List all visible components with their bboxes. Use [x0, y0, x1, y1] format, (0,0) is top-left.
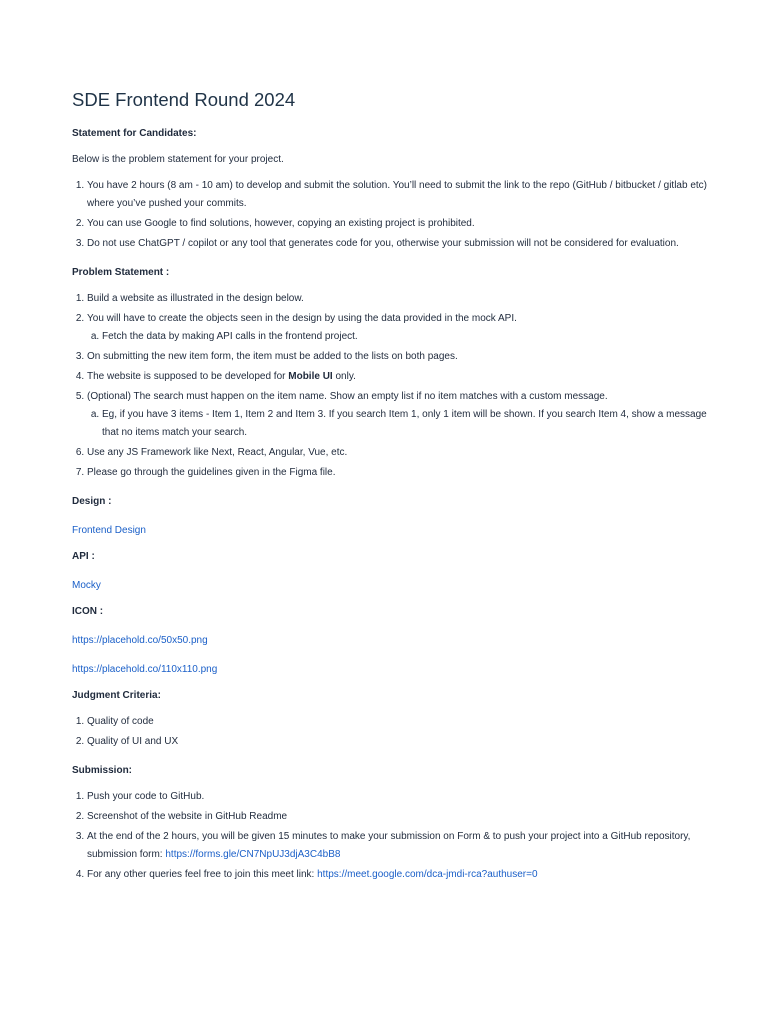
- list-item: 2. You can use Google to find solutions, however, copying an existing project is prohibited.: [87, 215, 712, 233]
- page-title: SDE Frontend Round 2024: [72, 89, 296, 110]
- list-item-text: The website is supposed to be developed for: [87, 371, 289, 382]
- submission-heading: Submission:: [72, 765, 133, 776]
- list-item: 2. Screenshot of the website in GitHub Readme: [87, 808, 712, 826]
- icon-110-link[interactable]: https://placehold.co/110x110.png: [72, 664, 218, 675]
- list-item-text: (Optional) The search must happen on the item name. Show an empty list if no item matches with a custom message.: [87, 391, 608, 402]
- problem-heading: Problem Statement :: [72, 267, 170, 278]
- icon-heading: ICON :: [72, 606, 104, 617]
- mocky-link[interactable]: Mocky: [72, 580, 101, 591]
- list-item: 1. Push your code to GitHub.: [87, 788, 712, 806]
- problem-list: [72, 290, 712, 482]
- list-item: 6. Use any JS Framework like Next, React, Angular, Vue, etc.: [87, 444, 712, 462]
- sub-list: [87, 406, 712, 442]
- mobile-ui-emphasis: Mobile UI: [288, 371, 333, 382]
- list-item: [87, 828, 712, 864]
- document-content: [72, 88, 712, 886]
- design-heading: Design :: [72, 496, 112, 507]
- statement-intro: Below is the problem statement for your project.: [72, 154, 284, 165]
- statement-list: [72, 177, 712, 253]
- list-item: 1. Quality of code: [87, 713, 712, 731]
- statement-heading: Statement for Candidates:: [72, 128, 197, 139]
- list-item-text: only.: [332, 371, 356, 382]
- list-item: 1. You have 2 hours (8 am - 10 am) to develop and submit the solution. You’ll need to submit the link to the repo (GitHub / bitbucket / gitlab etc) where you’ve pushed your commits.: [87, 177, 712, 213]
- list-item-text: At the end of the 2 hours, you will be given 15 minutes to make your submission on Form & to push your project into a GitHub repository, submission form:: [87, 831, 691, 860]
- list-item: 7. Please go through the guidelines given in the Figma file.: [87, 464, 712, 482]
- judgment-heading: Judgment Criteria:: [72, 690, 161, 701]
- judgment-list: [72, 713, 712, 751]
- icon-50-link[interactable]: https://placehold.co/50x50.png: [72, 635, 208, 646]
- list-item: 2. Quality of UI and UX: [87, 733, 712, 751]
- list-item: 1. Build a website as illustrated in the design below.: [87, 290, 712, 308]
- list-item: [87, 866, 712, 884]
- list-item: [87, 388, 712, 442]
- submission-form-link[interactable]: https://forms.gle/CN7NpUJ3djA3C4bB8: [165, 849, 341, 860]
- sub-list-item: a. Fetch the data by making API calls in the frontend project.: [102, 328, 712, 346]
- list-item-text: You will have to create the objects seen in the design by using the data provided in the mock API.: [87, 313, 517, 324]
- frontend-design-link[interactable]: Frontend Design: [72, 525, 146, 536]
- meet-link[interactable]: https://meet.google.com/dca-jmdi-rca?authuser=0: [317, 869, 538, 880]
- list-item: 3. Do not use ChatGPT / copilot or any tool that generates code for you, otherwise your submission will not be considered for evaluation.: [87, 235, 712, 253]
- submission-list: [72, 788, 712, 884]
- sub-list: [87, 328, 712, 346]
- list-item-text: For any other queries feel free to join this meet link:: [87, 869, 318, 880]
- list-item: [87, 368, 712, 386]
- list-item: [87, 310, 712, 346]
- api-heading: API :: [72, 551, 95, 562]
- list-item: 3. On submitting the new item form, the item must be added to the lists on both pages.: [87, 348, 712, 366]
- sub-list-item: a. Eg, if you have 3 items - Item 1, Item 2 and Item 3. If you search Item 1, only 1 item will be shown. If you search Item 4, show a message that no items match your search.: [102, 406, 712, 442]
